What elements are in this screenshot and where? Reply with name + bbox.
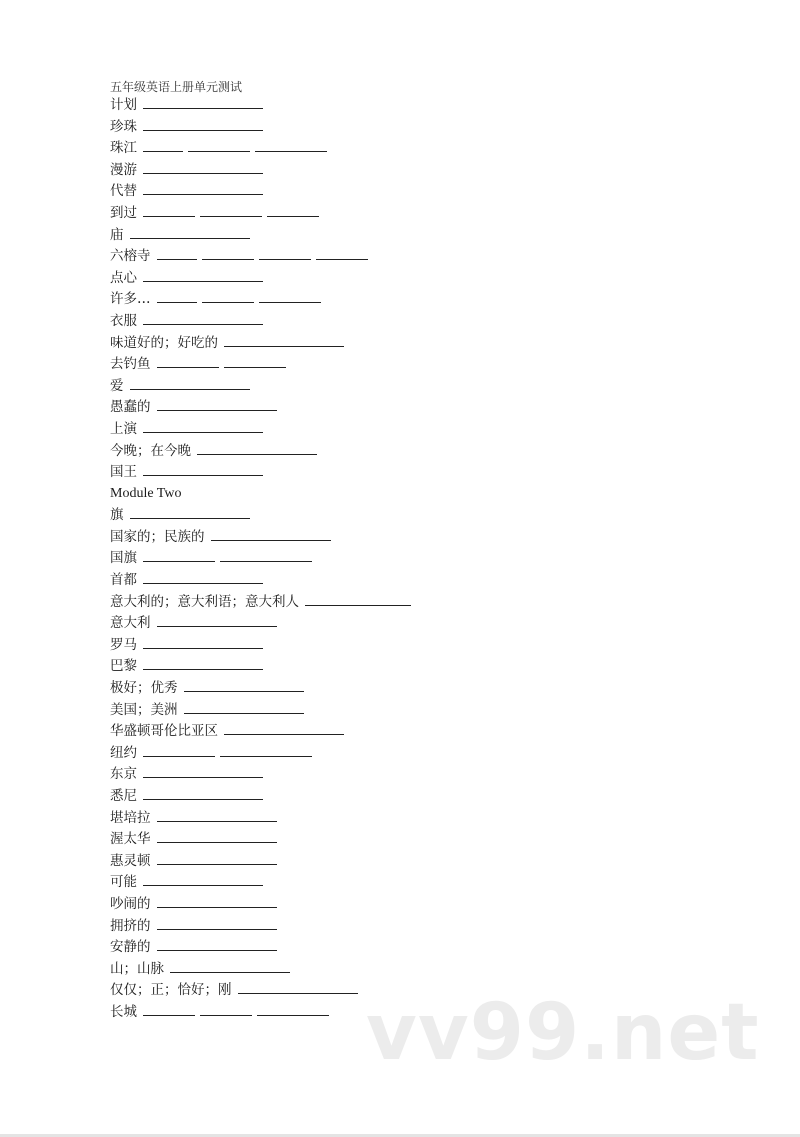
term-label: 悉尼 — [110, 788, 137, 804]
answer-blank[interactable] — [143, 267, 263, 282]
term-label: 庙 — [110, 226, 124, 243]
list-item — [110, 612, 670, 634]
answer-blank[interactable] — [224, 353, 286, 368]
term-label: 点心 — [110, 269, 137, 286]
answer-blank[interactable] — [259, 288, 321, 303]
term-label: 代替 — [110, 183, 137, 200]
answer-blank[interactable] — [143, 785, 263, 800]
answer-blank[interactable] — [143, 547, 215, 562]
list-item — [110, 396, 670, 418]
answer-blank[interactable] — [143, 116, 263, 131]
list-item — [110, 180, 670, 202]
list-item — [110, 332, 670, 354]
answer-blank[interactable] — [143, 742, 215, 757]
term-label: 国王 — [110, 464, 137, 481]
answer-blank[interactable] — [157, 893, 277, 908]
answer-blank[interactable] — [157, 288, 197, 303]
term-label: 吵闹的 — [110, 895, 151, 912]
list-item — [110, 245, 670, 267]
term-label: 纽约 — [110, 744, 137, 761]
term-label: 去钓鱼 — [110, 356, 151, 373]
list-item — [110, 353, 670, 375]
term-label: 安静的 — [110, 939, 151, 956]
list-item — [110, 958, 670, 980]
answer-blank[interactable] — [184, 699, 304, 714]
term-label: 长城 — [110, 1003, 137, 1020]
vocabulary-list — [110, 94, 670, 1023]
list-item — [110, 893, 670, 915]
answer-blank[interactable] — [202, 245, 254, 260]
answer-blank[interactable] — [220, 742, 312, 757]
list-item — [110, 807, 670, 829]
watermark-text: vv99.net — [366, 988, 760, 1078]
answer-blank[interactable] — [143, 94, 263, 109]
list-item — [110, 634, 670, 656]
term-label: 首都 — [110, 572, 137, 589]
term-label: 上演 — [110, 420, 137, 437]
answer-blank[interactable] — [143, 763, 263, 778]
answer-blank[interactable] — [202, 288, 254, 303]
answer-blank[interactable] — [267, 202, 319, 217]
answer-blank[interactable] — [184, 677, 304, 692]
list-item — [110, 850, 670, 872]
term-label: 极好；优秀 — [110, 680, 178, 697]
list-item — [110, 440, 670, 462]
section-heading — [110, 483, 670, 505]
answer-blank[interactable] — [200, 202, 262, 217]
answer-blank[interactable] — [200, 1001, 252, 1016]
answer-blank[interactable] — [170, 958, 290, 973]
answer-blank[interactable] — [157, 850, 277, 865]
page-title: 五年级英语上册单元测试 — [110, 80, 243, 94]
answer-blank[interactable] — [143, 634, 263, 649]
list-item — [110, 418, 670, 440]
answer-blank[interactable] — [224, 332, 344, 347]
answer-blank[interactable] — [238, 979, 358, 994]
list-item — [110, 504, 670, 526]
answer-blank[interactable] — [143, 159, 263, 174]
term-label: 计划 — [110, 97, 137, 113]
list-item — [110, 267, 670, 289]
answer-blank[interactable] — [143, 310, 263, 325]
answer-blank[interactable] — [157, 807, 277, 822]
list-item — [110, 936, 670, 958]
term-label: 珠江 — [110, 140, 137, 157]
list-item — [110, 116, 670, 138]
answer-blank[interactable] — [157, 828, 277, 843]
term-label: 美国；美洲 — [110, 701, 178, 718]
list-item — [110, 677, 670, 699]
term-label: 许多… — [110, 291, 151, 308]
term-label: 今晚；在今晚 — [110, 442, 191, 459]
list-item — [110, 224, 670, 246]
answer-blank[interactable] — [157, 245, 197, 260]
answer-blank[interactable] — [259, 245, 311, 260]
term-label: 巴黎 — [110, 658, 137, 675]
answer-blank[interactable] — [211, 526, 331, 541]
list-item — [110, 915, 670, 937]
list-item — [110, 375, 670, 397]
term-label: 漫游 — [110, 161, 137, 178]
list-item — [110, 547, 670, 569]
term-label: 到过 — [110, 204, 137, 221]
term-label: 爱 — [110, 377, 124, 394]
list-item — [110, 202, 670, 224]
answer-blank[interactable] — [197, 440, 317, 455]
module-heading: Module Two — [110, 485, 182, 501]
answer-blank[interactable] — [157, 353, 219, 368]
term-label: 可能 — [110, 874, 137, 891]
answer-blank[interactable] — [157, 915, 277, 930]
term-label: 味道好的；好吃的 — [110, 334, 218, 351]
answer-blank[interactable] — [188, 137, 250, 152]
list-item — [110, 699, 670, 721]
term-label: 意大利的；意大利语；意大利人 — [110, 593, 299, 610]
list-item — [110, 526, 670, 548]
answer-blank[interactable] — [143, 655, 263, 670]
term-label: 山；山脉 — [110, 960, 164, 977]
answer-blank[interactable] — [257, 1001, 329, 1016]
term-label: 意大利 — [110, 615, 151, 632]
term-label: 东京 — [110, 766, 137, 783]
term-label: 仅仅；正；恰好；刚 — [110, 982, 232, 999]
answer-blank[interactable] — [305, 591, 411, 606]
answer-blank[interactable] — [143, 569, 263, 584]
term-label: 惠灵顿 — [110, 852, 151, 869]
answer-blank[interactable] — [143, 180, 263, 195]
list-item — [110, 828, 670, 850]
term-label: 堪培拉 — [110, 809, 151, 826]
answer-blank[interactable] — [130, 224, 250, 239]
list-item — [110, 785, 670, 807]
answer-blank[interactable] — [143, 871, 263, 886]
list-item — [110, 591, 670, 613]
term-label: 罗马 — [110, 636, 137, 653]
list-item — [110, 742, 670, 764]
list-item — [110, 569, 670, 591]
list-item — [110, 137, 670, 159]
answer-blank[interactable] — [130, 504, 250, 519]
answer-blank[interactable] — [157, 396, 277, 411]
term-label: 六榕寺 — [110, 248, 151, 265]
list-item — [110, 288, 670, 310]
list-item — [110, 655, 670, 677]
answer-blank[interactable] — [255, 137, 327, 152]
term-label: 衣服 — [110, 312, 137, 329]
list-item — [110, 720, 670, 742]
list-item — [110, 94, 670, 116]
answer-blank[interactable] — [130, 375, 250, 390]
answer-blank[interactable] — [143, 137, 183, 152]
answer-blank[interactable] — [157, 936, 277, 951]
answer-blank[interactable] — [143, 1001, 195, 1016]
list-item — [110, 159, 670, 181]
list-item — [110, 871, 670, 893]
answer-blank[interactable] — [157, 612, 277, 627]
term-label: 华盛顿哥伦比亚区 — [110, 723, 218, 740]
list-item — [110, 461, 670, 483]
answer-blank[interactable] — [143, 202, 195, 217]
term-label: 国旗 — [110, 550, 137, 567]
answer-blank[interactable] — [220, 547, 312, 562]
term-label: 渥太华 — [110, 831, 151, 848]
term-label: 珍珠 — [110, 118, 137, 135]
term-label: 国家的；民族的 — [110, 528, 205, 545]
answer-blank[interactable] — [316, 245, 368, 260]
term-label: 旗 — [110, 507, 124, 524]
term-label: 拥挤的 — [110, 917, 151, 934]
list-item — [110, 763, 670, 785]
answer-blank[interactable] — [143, 461, 263, 476]
term-label: 愚蠢的 — [110, 399, 151, 416]
answer-blank[interactable] — [143, 418, 263, 433]
answer-blank[interactable] — [224, 720, 344, 735]
list-item — [110, 310, 670, 332]
